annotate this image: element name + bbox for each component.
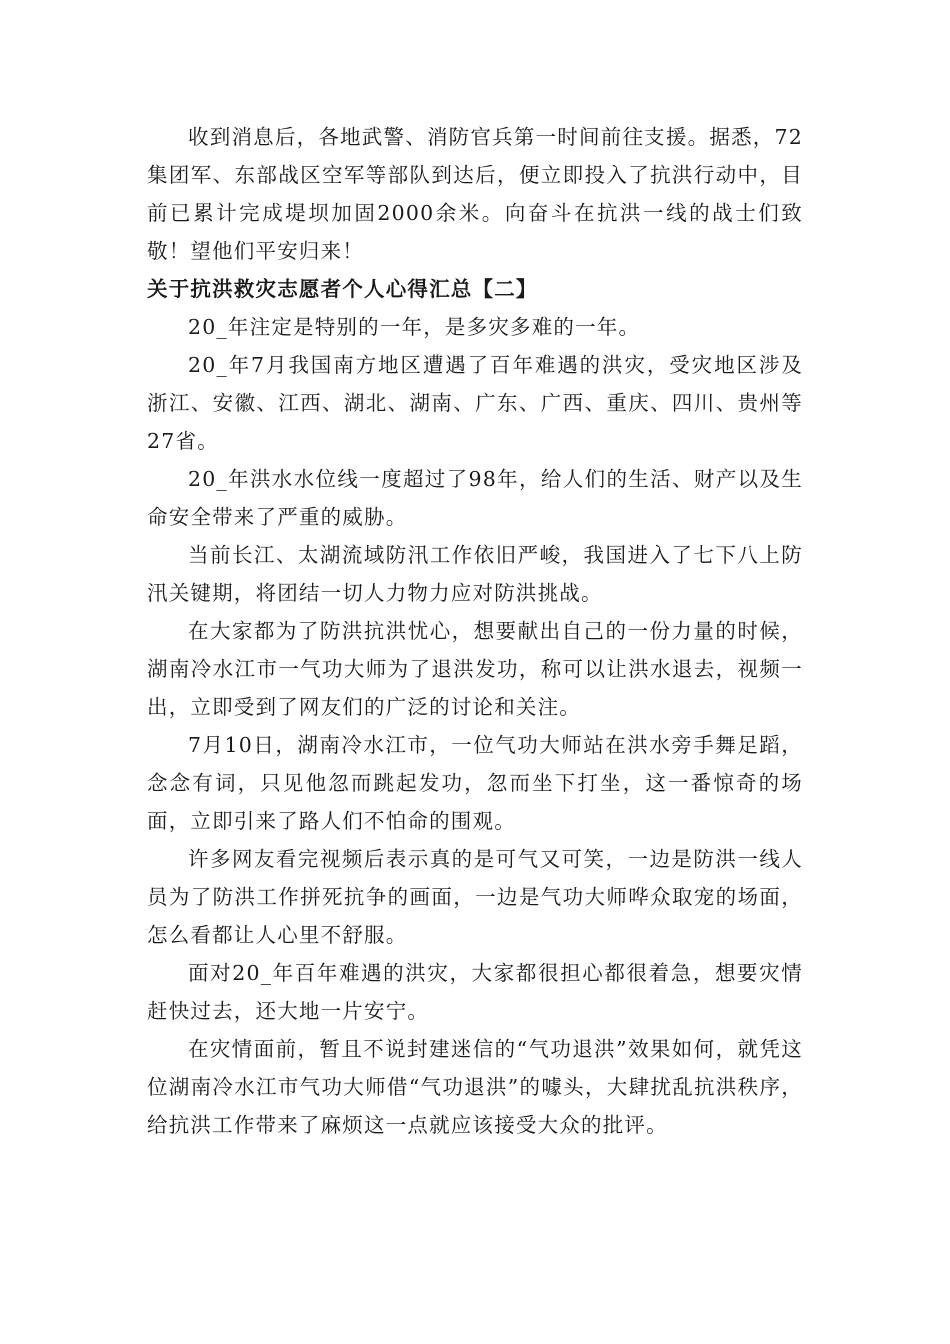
- paragraph-flood-season: 当前长江、太湖流域防汛工作依旧严峻，我国进入了七下八上防汛关键期，将团结一切人力物力应对防洪挑战。: [147, 543, 803, 605]
- paragraph-qigong-master: 在大家都为了防洪抗洪忧心，想要献出自己的一份力量的时候，湖南冷水江市一气功大师为了退洪发功，称可以让洪水退去，视频一出，立即受到了网友们的广泛的讨论和关注。: [147, 619, 803, 719]
- paragraph-support-troops: 收到消息后，各地武警、消防官兵第一时间前往支援。据悉，72集团军、东部战区空军等部队到达后，便立即投入了抗洪行动中，目前已累计完成堤坝加固2000余米。向奋斗在抗洪一线的战士们致敬！望他们平安归来！: [147, 125, 803, 263]
- paragraph-criticism: 在灾情面前，暂且不说封建迷信的“气功退洪”效果如何，就凭这位湖南冷水江市气功大师借“气功退洪”的噱头，大肆扰乱抗洪秩序，给抗洪工作带来了麻烦这一点就应该接受大众的批评。: [147, 1037, 803, 1137]
- section-heading: 关于抗洪救灾志愿者个人心得汇总【二】: [147, 277, 538, 301]
- paragraph-water-level: 20_年洪水水位线一度超过了98年，给人们的生活、财产以及生命安全带来了严重的威胁。: [147, 467, 803, 529]
- paragraph-facing-disaster: 面对20_年百年难遇的洪灾，大家都很担心都很着急，想要灾情赶快过去，还大地一片安宁。: [147, 961, 803, 1023]
- paragraph-special-year: 20_年注定是特别的一年，是多灾多难的一年。: [188, 315, 641, 339]
- paragraph-july-10: 7月10日，湖南冷水江市，一位气功大师站在洪水旁手舞足蹈，念念有词，只见他忽而跳起发功，忽而坐下打坐，这一番惊奇的场面，立即引来了路人们不怕命的围观。: [147, 733, 803, 833]
- paragraph-southern-flood: 20_年7月我国南方地区遭遇了百年难遇的洪灾，受灾地区涉及浙江、安徽、江西、湖北、湖南、广东、广西、重庆、四川、贵州等27省。: [147, 353, 803, 453]
- document-body: [147, 118, 803, 1144]
- paragraph-netizen-reaction: 许多网友看完视频后表示真的是可气又可笑，一边是防洪一线人员为了防洪工作拼死抗争的画面，一边是气功大师哗众取宠的场面，怎么看都让人心里不舒服。: [147, 847, 803, 947]
